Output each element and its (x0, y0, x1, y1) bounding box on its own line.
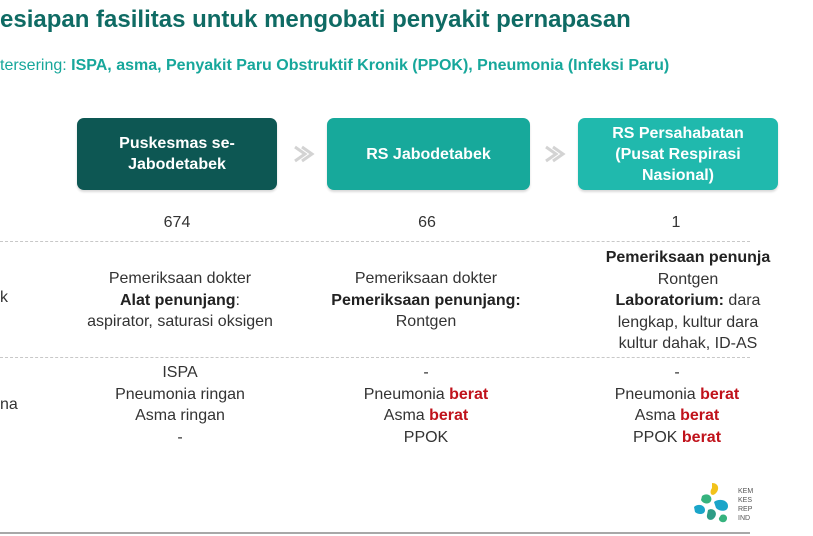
facility-count: 66 (418, 214, 436, 231)
cell-line: lengkap, kultur dara (617, 313, 759, 331)
disease-cell-rs-persahabatan (552, 362, 802, 448)
facility-name-line: Jabodetabek (128, 156, 226, 173)
subtitle (0, 57, 669, 75)
facility-cell-rs-jabodetabek (301, 268, 551, 333)
facility-name-line: Nasional) (641, 166, 714, 184)
cell-line: ISPA (162, 364, 198, 381)
cell-line: - (177, 428, 183, 446)
cell-line: Pemeriksaan dokter (354, 270, 498, 287)
facility-box-rs-jabodetabek (327, 118, 530, 190)
severity-label: berat (681, 428, 722, 446)
facility-box-puskesmas (77, 118, 277, 190)
cell-line: Alat penunjang: (119, 291, 240, 309)
cell-line: Pneumonia berat (363, 385, 489, 403)
row-divider (0, 357, 750, 358)
facility-name-line: Puskesmas se- (119, 135, 235, 152)
bottom-rule (0, 532, 750, 534)
facility-name-line: RS Jabodetabek (366, 145, 491, 163)
cell-line: Pemeriksaan penunja (605, 249, 771, 266)
severity-label: berat (429, 407, 469, 424)
subtitle-prefix: tersering: (0, 57, 72, 74)
facility-count: 1 (671, 214, 681, 231)
cell-line: Asma berat (634, 407, 720, 424)
cell-line: - (674, 364, 680, 381)
row-label-facility: k (0, 289, 8, 306)
cell-line: Pemeriksaan dokter (108, 270, 252, 287)
facility-cell-rs-persahabatan (563, 247, 813, 355)
row-divider (0, 241, 750, 242)
cell-line: PPOK (403, 428, 449, 446)
cell-line: PPOK berat (632, 428, 722, 446)
cell-line: Rontgen (657, 270, 719, 288)
cell-line: - (423, 364, 429, 381)
cell-line: Asma berat (383, 407, 469, 424)
page-title: esiapan fasilitas untuk mengobati penyakit pernapasan (0, 6, 631, 33)
logo-text: KEM KES REP IND (738, 488, 754, 522)
subtitle-diseases: ISPA, asma, Penyakit Paru Obstruktif Kronik (PPOK), Pneumonia (Infeksi Paru) (71, 57, 670, 74)
severity-label: berat (680, 407, 720, 424)
chevron-right-icon (543, 146, 565, 162)
cell-line: Pemeriksaan penunjang: (331, 291, 521, 309)
disease-cell-rs-jabodetabek (301, 362, 551, 448)
facility-box-rs-persahabatan (578, 118, 778, 190)
cell-line: Laboratorium: dara (615, 292, 761, 309)
cell-line: Pneumonia ringan (115, 385, 245, 403)
facility-count: 674 (163, 214, 191, 231)
cell-line: aspirator, saturasi oksigen (87, 313, 273, 330)
severity-label: berat (700, 385, 740, 403)
cell-line: Asma ringan (135, 407, 225, 424)
cell-line: Pneumonia berat (614, 385, 740, 403)
severity-label: berat (449, 385, 489, 403)
row-label-diseases: na (0, 396, 18, 413)
cell-line: Rontgen (395, 313, 457, 330)
facility-name-line: RS Persahabatan (612, 124, 744, 142)
disease-cell-puskesmas (55, 362, 305, 448)
kemenkes-logo-icon (688, 480, 736, 528)
facility-cell-puskesmas (55, 268, 305, 333)
chevron-right-icon (292, 146, 314, 162)
facility-name-line: (Pusat Respirasi (615, 145, 741, 163)
cell-line: kultur dahak, ID-AS (618, 335, 758, 352)
